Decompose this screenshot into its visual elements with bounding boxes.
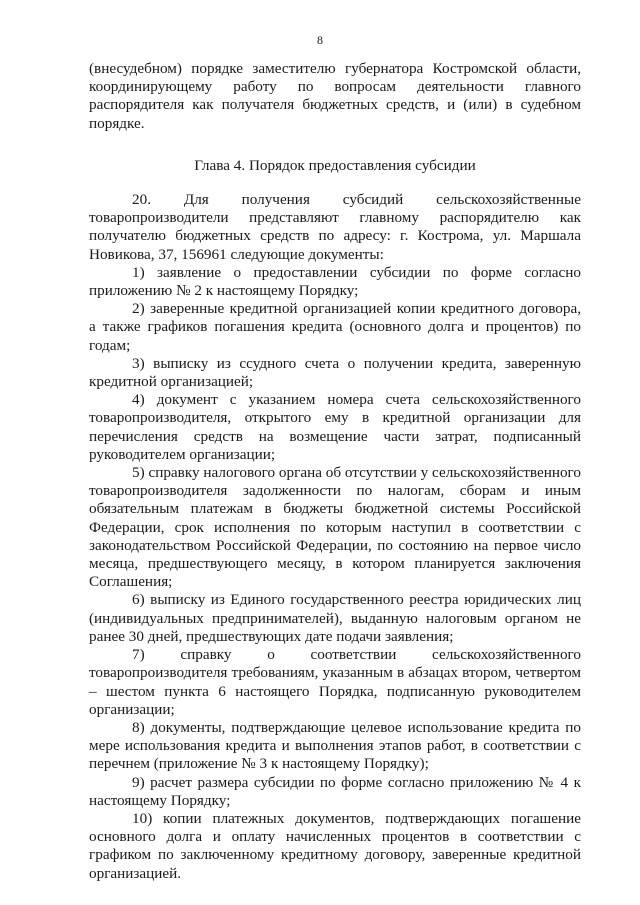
clause-20: 20. Для получения субсидий сельскохозяйственные товаропроизводители представляют главному распорядителю как получателю бюджетных средств по адресу: г. Кострома, ул. Маршала Новикова, 37, 156961 следующие документы: (89, 191, 581, 263)
list-item-4: 4) документ с указанием номера счета сельскохозяйственного товаропроизводителя, открытого ему в кредитной организации для перечисления средств на возмещение части затрат, подписанный руководителем организации; (89, 391, 581, 463)
intro-paragraph: (внесудебном) порядке заместителю губернатора Костромской области, координирующему работу по вопросам деятельности главного распорядителя как получателя бюджетных средств, и (или) в судебном порядке. (89, 60, 581, 132)
list-item-1: 1) заявление о предоставлении субсидии по форме согласно приложению № 2 к настоящему Порядку; (89, 263, 581, 300)
list-item-3: 3) выписку из ссудного счета о получении кредита, заверенную кредитной организацией; (89, 354, 581, 391)
list-item-2: 2) заверенные кредитной организацией копии кредитного договора, а также графиков погашения кредита (основного долга и процентов) по годам; (89, 300, 581, 354)
list-item-10: 10) копии платежных документов, подтверждающих погашение основного долга и оплату начисленных процентов в соответствии с графиком по заключенному кредитному договору, заверенные кредитной организацией. (89, 809, 581, 882)
document-body (89, 60, 581, 883)
chapter-heading: Глава 4. Порядок предоставления субсидии (194, 156, 476, 174)
list-item-5: 5) справку налогового органа об отсутствии у сельскохозяйственного товаропроизводителя задолженности по налогам, сборам и иным обязательным платежам в бюджеты бюджетной системы Российской Федерации, срок исполнения по которым наступил в соответствии с законодательством Российской Федерации, по состоянию на первое число месяца, предшествующего месяцу, в котором планируется заключения Соглашения; (89, 464, 581, 591)
list-item-8: 8) документы, подтверждающие целевое использование кредита по мере использования кредита и выполнения этапов работ, в соответствии с перечнем (приложение № 3 к настоящему Порядку); (89, 718, 581, 773)
page-number: 8 (317, 33, 323, 47)
list-item-6: 6) выписку из Единого государственного реестра юридических лиц (индивидуальных предпринимателей), выданную налоговым органом не ранее 30 дней, предшествующих дате подачи заявления; (89, 591, 581, 645)
list-item-9: 9) расчет размера субсидии по форме согласно приложению № 4 к настоящему Порядку; (89, 773, 581, 809)
list-item-7: 7) справку о соответствии сельскохозяйственного товаропроизводителя требованиям, указанным в абзацах втором, четвертом – шестом пункта 6 настоящего Порядка, подписанную руководителем организации; (89, 646, 581, 718)
